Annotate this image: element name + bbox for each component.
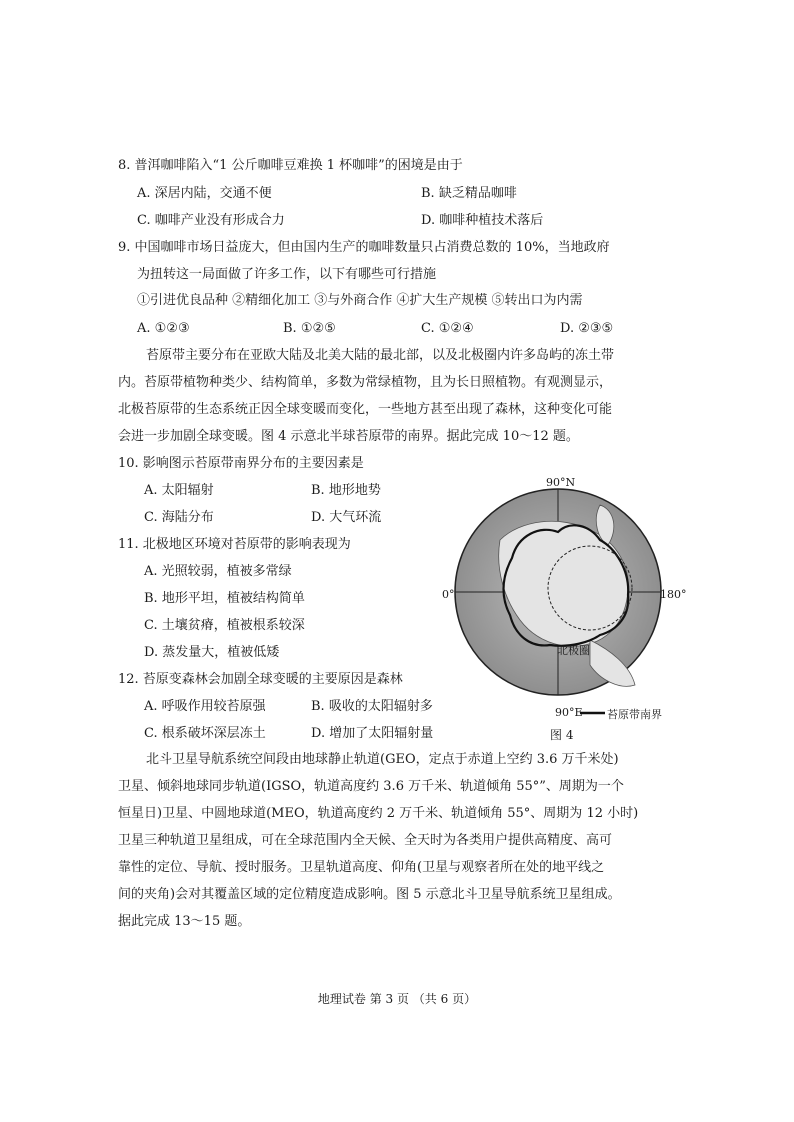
passage2-line5: 靠性的定位、导航、授时服务。卫星轨道高度、仰角(卫星与观察者所在处的地平线之 [118, 860, 605, 875]
q9-option-a: A. ①②③ [137, 321, 190, 336]
q9-measures: ①引进优良品种 ②精细化加工 ③与外商合作 ④扩大生产规模 ⑤转出口为内需 [137, 293, 583, 308]
q8-option-a: A. 深居内陆，交通不便 [137, 186, 272, 201]
label-0: 0° [442, 588, 455, 601]
passage1-line2: 内。苔原带植物种类少、结构简单，多数为常绿植物，且为长日照植物。有观测显示， [118, 375, 613, 390]
passage2-line1: 北斗卫星导航系统空间段由地球静止轨道(GEO，定点于赤道上空约 3.6 万千米处) [146, 752, 619, 767]
q11-stem: 11. 北极地区环境对苔原带的影响表现为 [118, 537, 351, 552]
figure4 [440, 470, 690, 740]
passage2-line7: 据此完成 13～15 题。 [118, 914, 251, 929]
label-arctic-circle: 北极圈 [557, 644, 590, 657]
polar-map [440, 470, 690, 740]
q11-option-c: C. 土壤贫瘠，植被根系较深 [144, 618, 305, 633]
q9-stem-line1: 9. 中国咖啡市场日益庞大，但由国内生产的咖啡数量只占消费总数的 10%，当地政府 [118, 240, 610, 255]
passage1-line1: 苔原带主要分布在亚欧大陆及北美大陆的最北部，以及北极圈内许多岛屿的冻土带 [146, 348, 615, 363]
passage2-line6: 间的夹角)会对其覆盖区域的定位精度造成影响。图 5 示意北斗卫星导航系统卫星组成。 [118, 887, 621, 902]
q12-option-c: C. 根系破坏深层冻土 [144, 726, 266, 741]
label-90n: 90°N [546, 476, 576, 489]
passage2-line4: 卫星三种轨道卫星组成，可在全球范围内全天候、全天时为各类用户提供高精度、高可 [118, 833, 613, 848]
q8-option-d: D. 咖啡种植技术落后 [421, 213, 544, 228]
passage2-line2: 卫星、倾斜地球同步轨道(IGSO，轨道高度约 3.6 万千米、轨道倾角 55°”、周期为一个 [118, 779, 624, 794]
q11-option-a: A. 光照较弱，植被多常绿 [144, 564, 292, 579]
passage1-line4: 会进一步加剧全球变暖。图 4 示意北半球苔原带的南界。据此完成 10～12 题。 [118, 429, 579, 444]
q10-option-d: D. 大气环流 [311, 510, 382, 525]
q10-stem: 10. 影响图示苔原带南界分布的主要因素是 [118, 456, 364, 471]
q9-option-b: B. ①②⑤ [283, 321, 336, 336]
q9-option-d: D. ②③⑤ [560, 321, 614, 336]
page-footer: 地理试卷 第 3 页 （共 6 页） [317, 992, 477, 1006]
legend-label: 苔原带南界 [607, 708, 662, 721]
q12-option-d: D. 增加了太阳辐射量 [311, 726, 434, 741]
q8-stem: 8. 普洱咖啡陷入“1 公斤咖啡豆难换 1 杯咖啡”的困境是由于 [118, 158, 463, 173]
passage1-line3: 北极苔原带的生态系统正因全球变暖而变化，一些地方甚至出现了森林，这种变化可能 [118, 402, 613, 417]
q10-option-b: B. 地形地势 [311, 483, 381, 498]
passage2-line3: 恒星日)卫星、中圆地球道(MEO，轨道高度约 2 万千米、轨道倾角 55°、周期为 12 小时) [118, 806, 639, 821]
q12-stem: 12. 苔原变森林会加剧全球变暖的主要原因是森林 [118, 672, 403, 687]
q9-option-c: C. ①②④ [421, 321, 474, 336]
q9-stem-line2: 为扭转这一局面做了许多工作，以下有哪些可行措施 [137, 267, 437, 282]
figure-caption: 图 4 [550, 728, 574, 742]
q11-option-d: D. 蒸发量大，植被低矮 [144, 645, 280, 660]
q8-option-c: C. 咖啡产业没有形成合力 [137, 213, 285, 228]
q12-option-a: A. 呼吸作用较苔原强 [144, 699, 266, 714]
q10-option-a: A. 太阳辐射 [144, 483, 214, 498]
label-90e: 90°E [555, 706, 583, 719]
q8-option-b: B. 缺乏精品咖啡 [421, 186, 517, 201]
q12-option-b: B. 吸收的太阳辐射多 [311, 699, 433, 714]
q10-option-c: C. 海陆分布 [144, 510, 214, 525]
label-180: 180° [660, 588, 687, 601]
q11-option-b: B. 地形平坦，植被结构简单 [144, 591, 305, 606]
